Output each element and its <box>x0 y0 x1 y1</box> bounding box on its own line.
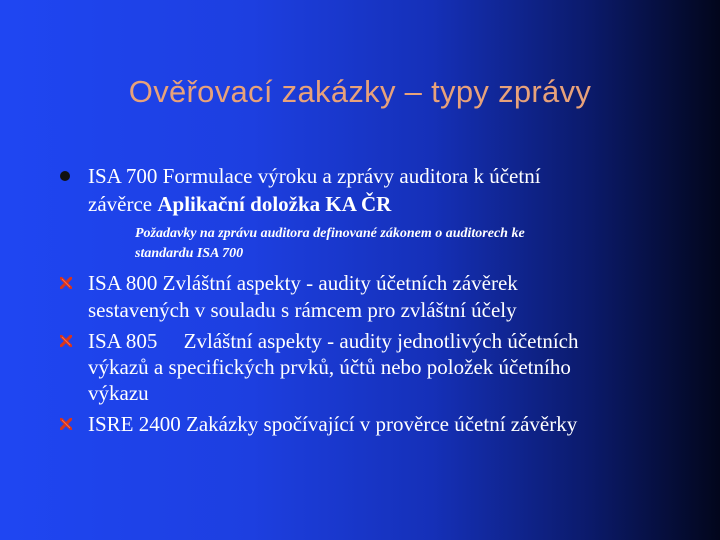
subnote-line2: standardu ISA 700 <box>135 246 244 261</box>
bullet-isa700-line2-bold: Aplikační doložka KA ČR <box>157 192 392 216</box>
bullet-item-isa805 <box>60 328 700 410</box>
bullet-isa805-line1: ISA 805 Zvláštní aspekty - audity jednotlivých účetních <box>88 329 579 353</box>
bullet-isa800-line2: sestavených v souladu s rámcem pro zvláštní účely <box>88 298 517 322</box>
bullet-isa805-line2: výkazů a specifických prvků, účtů nebo položek účetního <box>88 355 571 379</box>
bullet-dot-icon <box>60 171 70 181</box>
x-mark-icon <box>60 418 72 430</box>
bullet-item-isa700 <box>60 163 700 223</box>
bullet-isre2400-line1: ISRE 2400 Zakázky spočívající v prověrce účetní závěrky <box>88 412 578 436</box>
x-mark-icon <box>60 335 72 347</box>
x-mark-icon <box>60 277 72 289</box>
bullet-isa700-line2-prefix: závěrce <box>88 192 158 216</box>
bullet-item-isre2400 <box>60 411 700 441</box>
bullet-isa700-line2 <box>88 191 391 218</box>
subnote-line1: Požadavky na zprávu auditora definované zákonem o auditorech ke <box>135 226 525 241</box>
subnote <box>135 224 525 264</box>
bullet-item-isa800 <box>60 270 700 326</box>
slide-title: Ověřovací zakázky – typy zprávy <box>128 74 592 109</box>
bullet-isa805-line3: výkazu <box>88 381 149 405</box>
bullet-isa800-line1: ISA 800 Zvláštní aspekty - audity účetních závěrek <box>88 271 518 295</box>
bullet-isa700-line1: ISA 700 Formulace výroku a zprávy auditora k účetní <box>88 164 541 188</box>
